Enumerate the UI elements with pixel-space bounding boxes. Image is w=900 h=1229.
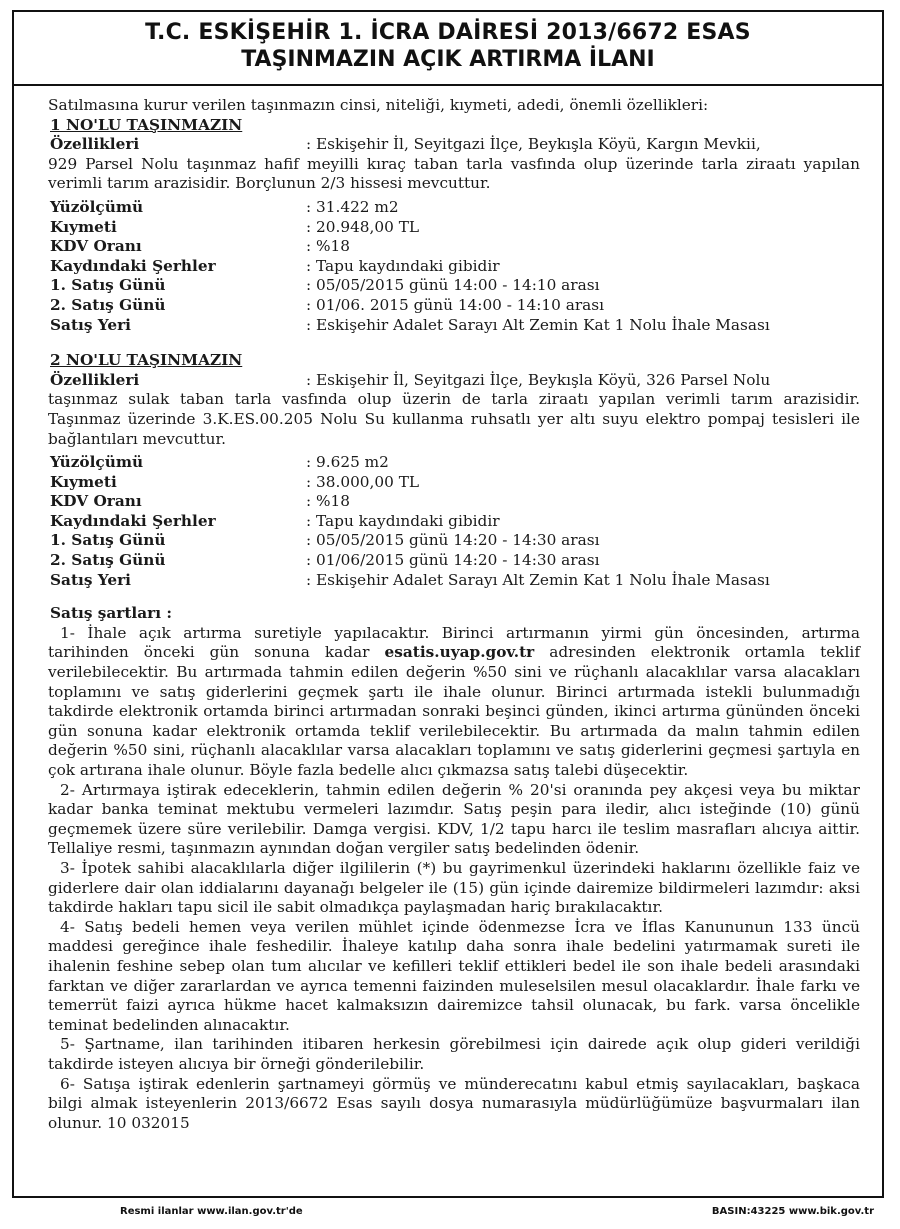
- page-footer: [12, 1202, 884, 1222]
- field-value: : 01/06. 2015 günü 14:00 - 14:10 arası: [306, 295, 605, 314]
- property-1-field: [48, 257, 860, 277]
- field-value: : 01/06/2015 günü 14:20 - 14:30 arası: [306, 551, 600, 570]
- property-1-fields: [48, 198, 860, 335]
- property-2-field: [48, 531, 860, 551]
- property-1-field: [48, 237, 860, 257]
- notice-body: [14, 86, 882, 1133]
- field-label: Yüzölçümü: [50, 197, 144, 216]
- property-2-field: [48, 492, 860, 512]
- property-2-features-label: Özellikleri: [50, 370, 140, 389]
- field-value: : Eskişehir Adalet Sarayı Alt Zemin Kat 1 Nolu İhale Masası: [306, 570, 770, 589]
- property-2-field: [48, 512, 860, 532]
- property-2-fields: [48, 453, 860, 590]
- footer-left-text: Resmi ilanlar www.ilan.gov.tr'de: [120, 1206, 303, 1217]
- field-label: 1. Satış Günü: [50, 276, 166, 295]
- property-1-features-text: 929 Parsel Nolu taşınmaz hafif meyilli kıraç taban tarla vasfında olup üzerinde tarla ziraatı yapılan verimli tarım arazisidir. Borçlunun 2/3 hissesi mevcuttur.: [48, 154, 860, 193]
- field-label: Kaydındaki Şerhler: [50, 511, 216, 530]
- field-label: Satış Yeri: [50, 570, 131, 589]
- field-label: Satış Yeri: [50, 315, 131, 334]
- field-value: : %18: [306, 492, 351, 511]
- condition-4: 4- Satış bedeli hemen veya verilen mühlet içinde ödenmezse İcra ve İflas Kanununun 133 üncü maddesi gereğince ihale feshedilir. İhaleye katılıp daha sonra ihale bedelini yatırmamak sureti ile ihalenin feshine sebep olan tum alıcılar ve kefilleri teklif ettikleri bedel ile son ihale bedeli arasındaki farktan ve diğer zararlardan ve ayrıca temenni faizinden muleselsilen mesul olacaklardır. İhale farkı ve temerrüt faizi ayrıca hükme hacet kalmaksızın dairemizce tahsil olunacak, bu fark. varsa öncelikle teminat bedelinden alınacaktır.: [48, 917, 860, 1034]
- condition-3: 3- İpotek sahibi alacaklılarla diğer ilgililerin (*) bu gayrimenkul üzerindeki haklarını özellikle faiz ve giderlere dair olan iddialarını dayanağı belgeler ile (15) gün içinde dairemize bildirmeleri lazımdır: aksi takdirde hakları tapu sicil ile sabit olmadıkça paylaşmadan hariç bırakılacaktır.: [48, 858, 860, 917]
- condition-1-post: adresinden elektronik ortamla teklif verilebilecektir. Bu artırmada tahmin edilen değerin %50 sini ve rüçhanlı alacaklılar varsa alacakları toplamını ve satış giderlerini geçmek şartı ile ihale olunur. Birinci artırmada istekli bulunmadığı takdirde elektronik ortamda birinci artırmadan sonraki beşinci günden, ikinci artırma gününden önceki gün sonuna kadar elektronik ortamda teklif verilebilecektir. Bu artırmada da malın tahmin edilen değerin %50 sini, rüçhanlı alacaklılar varsa alacakları toplamını ve satış giderlerini geçmesi şartıyla en çok artırana ihale olunur. Böyle fazla bedelle alıcı çıkmazsa satış talebi düşecektir.: [48, 643, 860, 779]
- field-value: : Tapu kaydındaki gibidir: [306, 256, 500, 275]
- property-1-field: [48, 316, 860, 336]
- property-1-features-label: Özellikleri: [50, 135, 140, 154]
- field-label: KDV Oranı: [50, 492, 142, 511]
- title-line-2: TAŞINMAZIN AÇIK ARTIRMA İLANI: [241, 47, 655, 72]
- field-label: Kaydındaki Şerhler: [50, 256, 216, 275]
- property-2-features-text: taşınmaz sulak taban tarla vasfında olup üzerin de tarla ziraatı yapılan verimli tarım arazisidir. Taşınmaz üzerinde 3.K.ES.00.205 Nolu Su kullanma ruhsatlı yer altı suyu elektro pompaj tesisleri ile bağlantıları mevcuttur.: [48, 390, 860, 448]
- field-label: Yüzölçümü: [50, 453, 144, 472]
- field-label: KDV Oranı: [50, 237, 142, 256]
- intro-text: Satılmasına kurur verilen taşınmazın cinsi, niteliği, kıymeti, adedi, önemli özellikleri:: [48, 96, 709, 114]
- field-label: 2. Satış Günü: [50, 295, 166, 314]
- field-value: : Eskişehir Adalet Sarayı Alt Zemin Kat 1 Nolu İhale Masası: [306, 315, 770, 334]
- condition-1: [48, 624, 860, 781]
- conditions-title: Satış şartları :: [50, 604, 172, 623]
- esatis-site-link[interactable]: esatis.uyap.gov.tr: [384, 643, 535, 662]
- property-1-field: [48, 276, 860, 296]
- property-2-field: [48, 571, 860, 591]
- field-value: : 20.948,00 TL: [306, 217, 420, 236]
- field-value: : 38.000,00 TL: [306, 472, 420, 491]
- field-value: : Tapu kaydındaki gibidir: [306, 511, 500, 530]
- field-value: : 31.422 m2: [306, 197, 399, 216]
- field-value: : 05/05/2015 günü 14:20 - 14:30 arası: [306, 531, 600, 550]
- field-label: 1. Satış Günü: [50, 531, 166, 550]
- property-1-features-row: [48, 135, 860, 155]
- field-label: Kıymeti: [50, 472, 117, 491]
- property-1-field: [48, 198, 860, 218]
- notice-header: [14, 12, 882, 86]
- title-line-1: T.C. ESKİŞEHİR 1. İCRA DAİRESİ 2013/6672 ESAS: [145, 20, 751, 45]
- property-2-features-value: : Eskişehir İl, Seyitgazi İlçe, Beykışla Köyü, 326 Parsel Nolu: [306, 370, 771, 389]
- condition-6: 6- Satışa iştirak edenlerin şartnameyi görmüş ve münderecatını kabul etmiş sayılacakları, başkaca bilgi almak isteyenlerin 2013/6672 Esas sayılı dosya numarasıyla müdürlüğümüze başvurmaları ilan olunur. 10 032015: [48, 1074, 860, 1132]
- field-value: : 05/05/2015 günü 14:00 - 14:10 arası: [306, 276, 600, 295]
- property-1-features-value: : Eskişehir İl, Seyitgazi İlçe, Beykışla Köyü, Kargın Mevkii,: [306, 135, 761, 154]
- condition-1-pre: 1- İhale açık artırma suretiyle yapılacaktır. Birinci artırmanın yirmi gün öncesinden, artırma tarihinden önceki gün sonuna kadar: [48, 623, 860, 662]
- condition-2: 2- Artırmaya iştirak edeceklerin, tahmin edilen değerin % 20'si oranında pey akçesi veya bu miktar kadar banka teminat mektubu vermeleri lazımdır. Satış peşin para iledir, alıcı isteğinde (10) günü geçmemek üzere süre verilebilir. Damga vergisi. KDV, 1/2 tapu harcı ile teslim masrafları alıcıya aittir. Tellaliye resmi, taşınmazın aynından doğan vergiler satış bedelinden ödenir.: [48, 780, 860, 858]
- property-2-field: [48, 473, 860, 493]
- property-2-features-row: [48, 371, 860, 391]
- notice-frame: [12, 10, 884, 1198]
- section-gap: [48, 590, 860, 604]
- field-value: : %18: [306, 237, 351, 256]
- field-value: : 9.625 m2: [306, 453, 389, 472]
- property-1-field: [48, 296, 860, 316]
- field-label: 2. Satış Günü: [50, 551, 166, 570]
- field-label: Kıymeti: [50, 217, 117, 236]
- condition-5: 5- Şartname, ilan tarihinden itibaren herkesin görebilmesi için dairede açık olup gideri verildiği takdirde isteyen alıcıya bir örneği gönderilebilir.: [48, 1035, 860, 1073]
- property-1-field: [48, 218, 860, 238]
- section-gap: [48, 335, 860, 351]
- property-1-heading: 1 NO'LU TAŞINMAZIN: [50, 115, 243, 134]
- property-2-field: [48, 453, 860, 473]
- property-2-field: [48, 551, 860, 571]
- property-2-heading: 2 NO'LU TAŞINMAZIN: [50, 351, 243, 370]
- footer-right-text: BASIN:43225 www.bik.gov.tr: [711, 1206, 874, 1217]
